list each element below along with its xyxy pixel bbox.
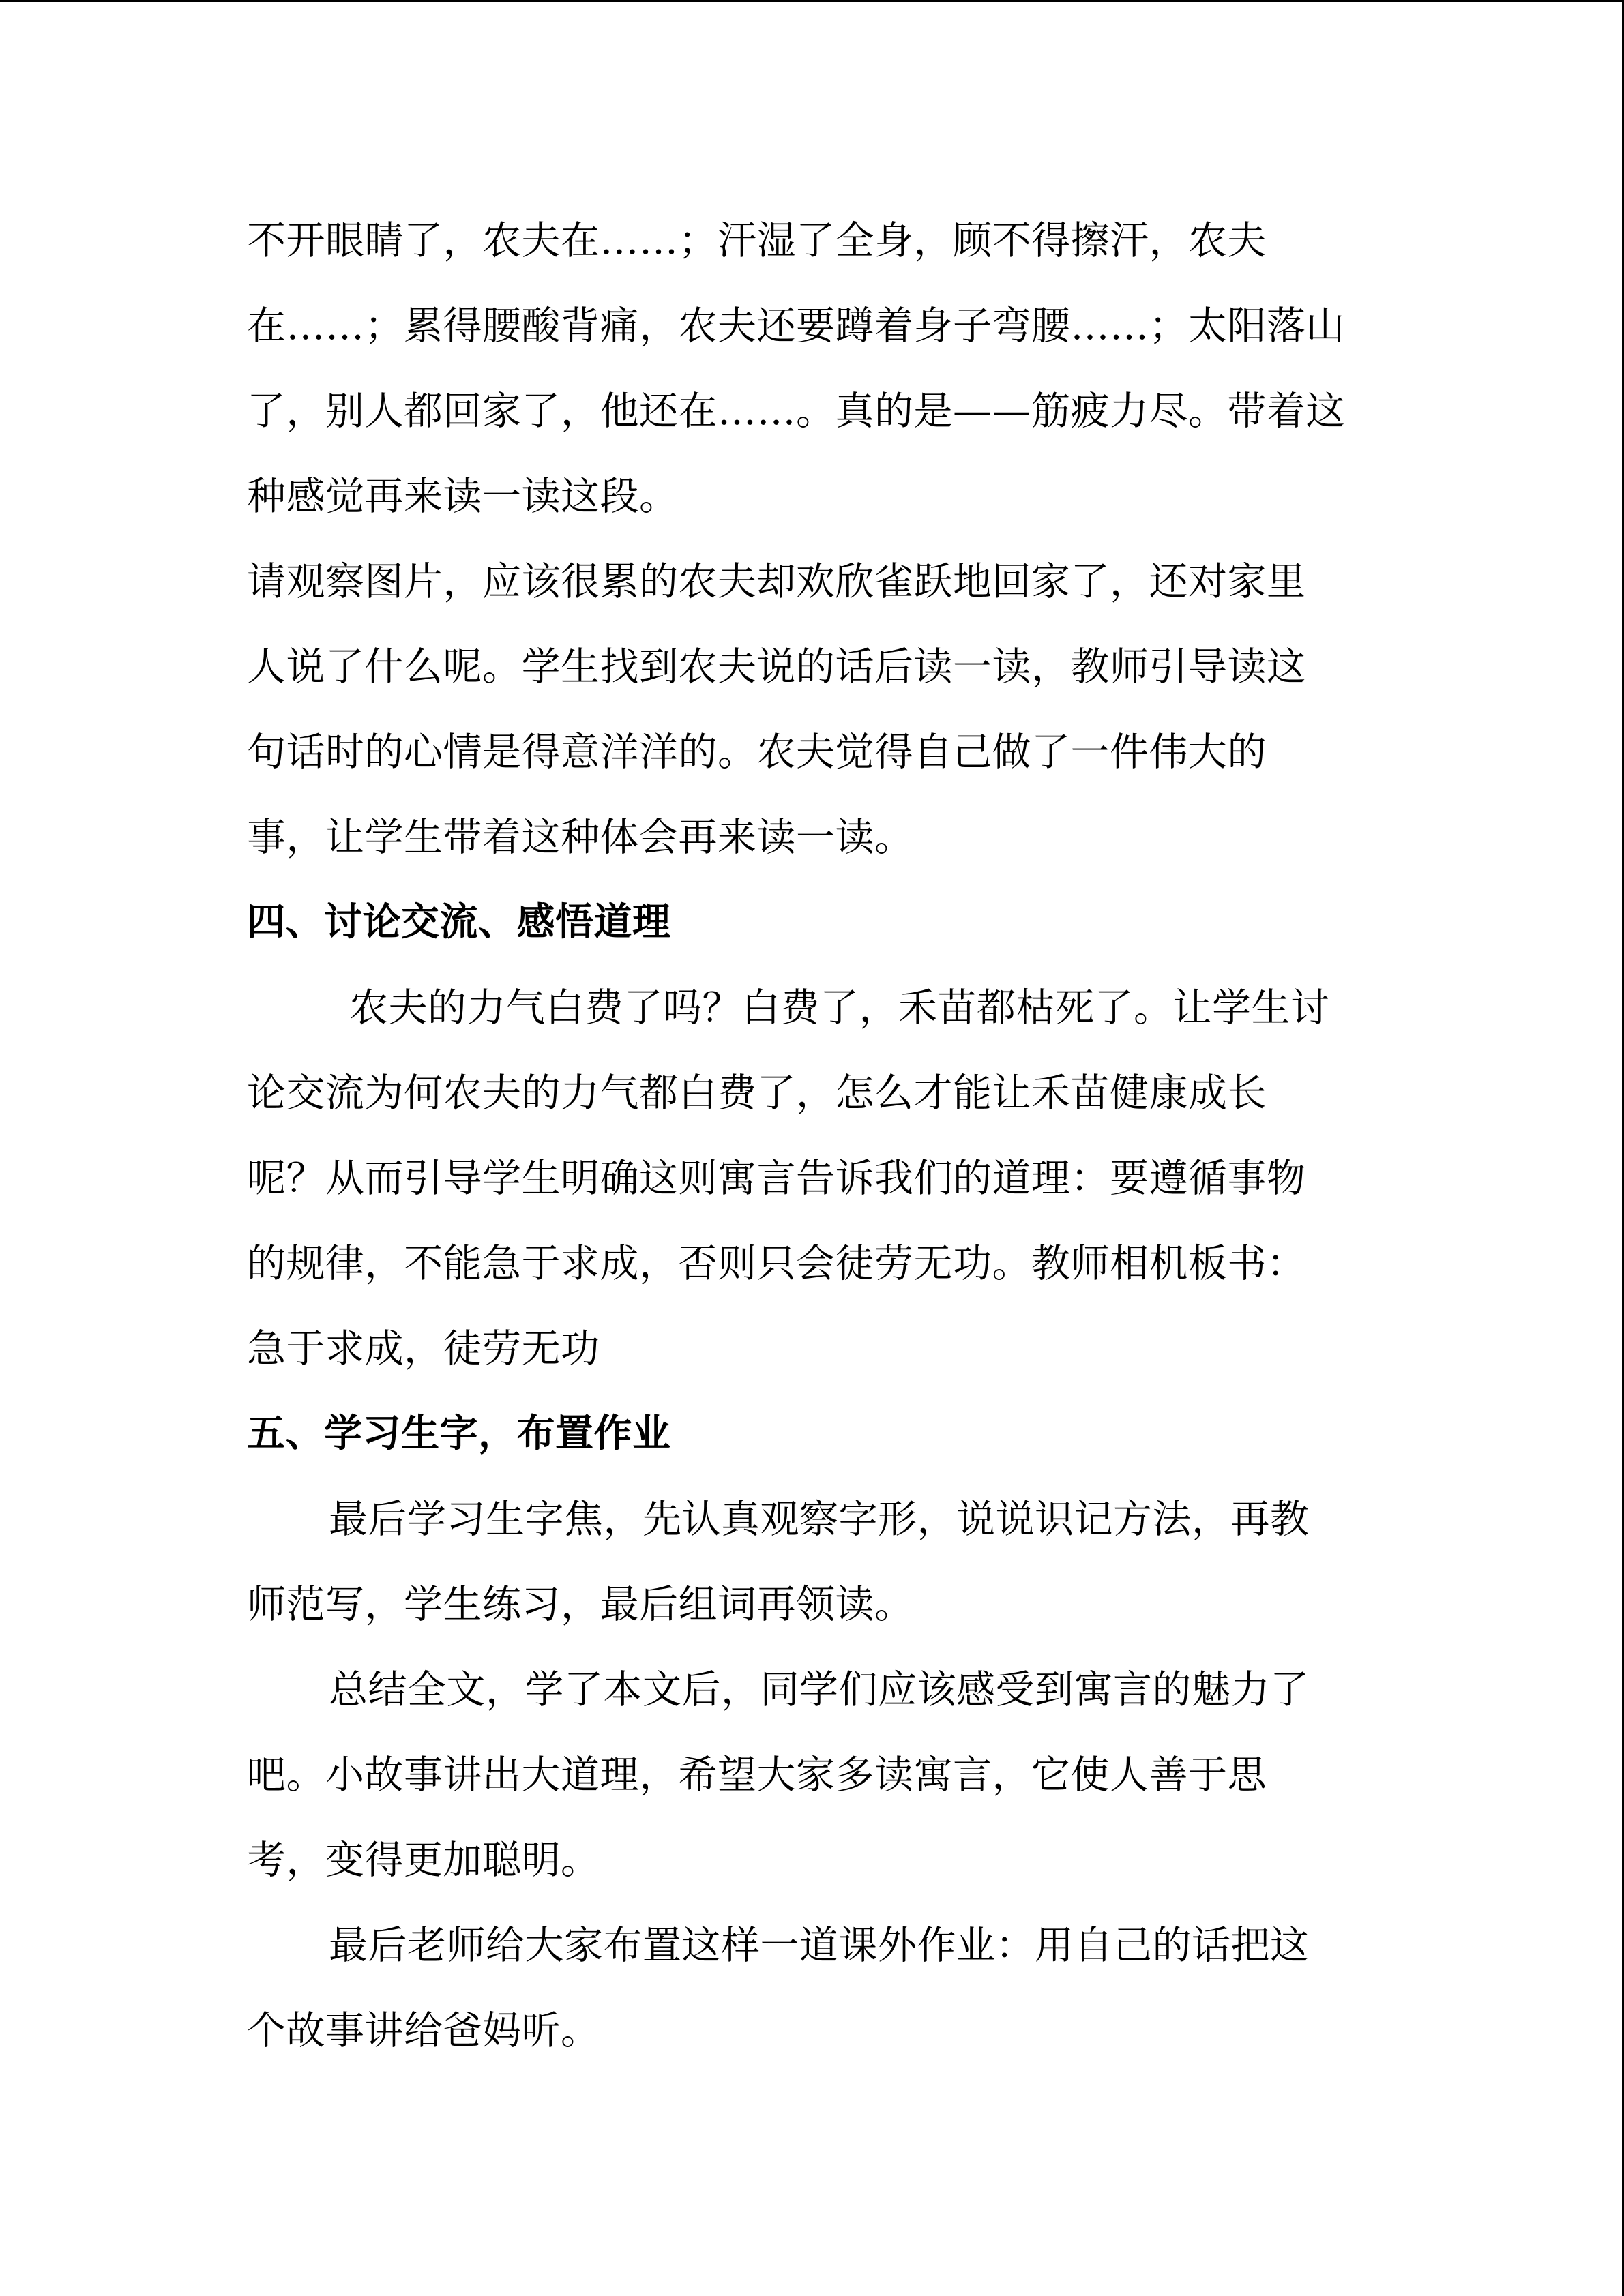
text-line: 不开眼睛了，农夫在……；汗湿了全身，顾不得擦汗，农夫 (247, 218, 1267, 263)
text-line: 在……；累得腰酸背痛，农夫还要蹲着身子弯腰……；太阳落山 (247, 303, 1345, 348)
text-line: 呢？从而引导学生明确这则寓言告诉我们的道理：要遵循事物 (247, 1156, 1306, 1201)
text-line: 请观察图片，应该很累的农夫却欢欣雀跃地回家了，还对家里 (247, 559, 1306, 604)
text-line: 论交流为何农夫的力气都白费了，怎么才能让禾苗健康成长 (247, 1071, 1267, 1116)
section-heading-4: 四、讨论交流、感悟道理 (247, 900, 671, 944)
text-line: 总结全文，学了本文后，同学们应该感受到寓言的魅力了 (329, 1667, 1310, 1712)
text-line: 急于求成，徒劳无功 (247, 1326, 600, 1371)
text-line: 句话时的心情是得意洋洋的。农夫觉得自己做了一件伟大的 (247, 730, 1267, 775)
text-line: 考，变得更加聪明。 (247, 1838, 600, 1883)
text-line: 个故事讲给爸妈听。 (247, 2008, 600, 2053)
text-line: 最后老师给大家布置这样一道课外作业：用自己的话把这 (329, 1923, 1310, 1968)
section-heading-5: 五、学习生字，布置作业 (247, 1412, 671, 1456)
text-line: 吧。小故事讲出大道理，希望大家多读寓言，它使人善于思 (247, 1753, 1267, 1798)
text-line: 种感觉再来读一读这段。 (247, 474, 679, 519)
text-line: 师范写，学生练习，最后组词再领读。 (247, 1582, 914, 1627)
text-line: 事，让学生带着这种体会再来读一读。 (247, 815, 914, 860)
text-line: 农夫的力气白费了吗？白费了，禾苗都枯死了。让学生讨 (349, 985, 1330, 1030)
text-line: 的规律，不能急于求成，否则只会徒劳无功。教师相机板书： (247, 1241, 1306, 1286)
text-line: 人说了什么呢。学生找到农夫说的话后读一读，教师引导读这 (247, 644, 1306, 689)
text-line: 最后学习生字焦，先认真观察字形，说说识记方法，再教 (329, 1497, 1310, 1542)
text-line: 了，别人都回家了，他还在……。真的是——筋疲力尽。带着这 (247, 389, 1345, 434)
